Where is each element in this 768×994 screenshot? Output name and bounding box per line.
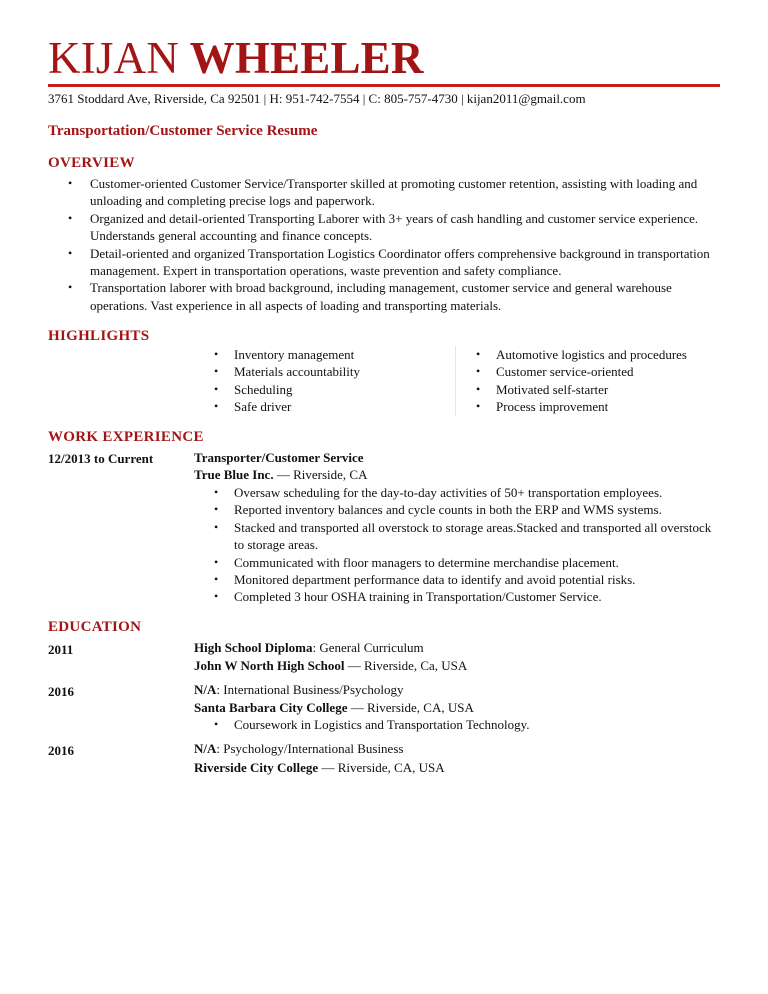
overview-text: Detail-oriented and organized Transportation Logistics Coordinator offers comprehensive background in transportation management. Expert in transportation operations, waste prevention and safety compliance. <box>90 245 710 279</box>
highlights-column-2 <box>476 346 726 416</box>
list-item <box>194 519 714 554</box>
school-name: Riverside City College <box>194 760 319 775</box>
bullet-icon: • <box>68 245 73 260</box>
list-item <box>194 588 714 605</box>
education-coursework-list <box>194 716 714 733</box>
duty-text: Monitored department performance data to identify and avoid potential risks. <box>234 572 636 588</box>
education-year: 2016 <box>48 684 74 699</box>
bullet-icon: • <box>214 519 219 534</box>
bullet-icon: • <box>476 399 481 414</box>
bullet-icon: • <box>214 502 219 517</box>
job-title-text: Transporter/Customer Service <box>194 450 364 465</box>
list-item <box>48 175 718 210</box>
duty-text: Communicated with floor managers to determine merchandise placement. <box>234 554 619 570</box>
last-name: WHEELER <box>189 33 424 83</box>
school-location: Riverside, CA, USA <box>337 760 445 775</box>
job-location: Riverside, CA <box>293 467 368 482</box>
education-school <box>194 657 467 675</box>
highlight-text: Safe driver <box>234 399 292 415</box>
education-degree: N/A: Psychology/International Business <box>194 741 404 756</box>
bullet-icon: • <box>68 280 73 295</box>
bullet-icon: • <box>214 572 219 587</box>
bullet-icon: • <box>68 210 73 225</box>
overview-list <box>48 175 718 314</box>
overview-heading: OVERVIEW <box>48 155 135 171</box>
education-school <box>194 699 474 717</box>
bullet-icon: • <box>214 399 219 414</box>
degree-field: Psychology/International Business <box>223 741 404 756</box>
list-item <box>214 381 454 398</box>
list-item <box>214 398 454 415</box>
highlight-text: Scheduling <box>234 381 293 397</box>
bullet-icon: • <box>214 485 219 499</box>
bullet-icon: • <box>476 381 481 396</box>
duty-text: Oversaw scheduling for the day-to-day activities of 50+ transportation employees. <box>234 485 663 500</box>
list-item <box>214 346 454 363</box>
bullet-icon: • <box>476 347 481 361</box>
highlight-text: Process improvement <box>496 399 609 415</box>
list-item <box>214 363 454 380</box>
list-item <box>194 571 714 588</box>
bullet-icon: • <box>214 364 219 379</box>
degree-name: N/A <box>194 741 217 756</box>
dash-separator: — <box>350 700 364 715</box>
bullet-icon: • <box>214 347 219 361</box>
highlights-divider <box>455 346 456 416</box>
duty-text: Completed 3 hour OSHA training in Transportation/Customer Service. <box>234 589 602 605</box>
list-item <box>48 245 718 280</box>
job-duties-list <box>194 484 714 606</box>
contact-line: 3761 Stoddard Ave, Riverside, Ca 92501 | H: 951-742-7554 | C: 805-757-4730 | kijan2011@gmail.com <box>48 91 586 106</box>
list-item <box>194 554 714 571</box>
degree-field: General Curriculum <box>319 640 424 655</box>
highlight-text: Customer service-oriented <box>496 364 634 380</box>
candidate-name <box>48 30 424 86</box>
list-item <box>48 279 718 314</box>
degree-field: International Business/Psychology <box>223 682 404 697</box>
school-name: John W North High School <box>194 658 345 673</box>
job-employer <box>194 466 367 484</box>
list-item <box>48 210 718 245</box>
list-item <box>476 381 726 398</box>
highlight-text: Materials accountability <box>234 364 360 380</box>
header-rule <box>48 84 720 87</box>
overview-text: Organized and detail-oriented Transporting Laborer with 3+ years of cash handling and customer service experience. Understands general accounting and finance concepts. <box>90 210 699 244</box>
highlight-text: Automotive logistics and procedures <box>496 347 687 362</box>
bullet-icon: • <box>68 176 73 190</box>
list-item <box>194 501 714 518</box>
duty-text: Stacked and transported all overstock to storage areas.Stacked and transported all overstock to storage areas. <box>234 519 712 553</box>
degree-name: N/A <box>194 682 217 697</box>
school-name: Santa Barbara City College <box>194 700 348 715</box>
list-item <box>476 398 726 415</box>
highlight-text: Inventory management <box>234 347 355 362</box>
education-degree: High School Diploma: General Curriculum <box>194 640 424 655</box>
list-item <box>476 346 726 363</box>
education-year: 2011 <box>48 642 74 657</box>
bullet-icon: • <box>214 554 219 569</box>
bullet-icon: • <box>214 381 219 396</box>
dash-separator: — <box>276 467 290 482</box>
list-item <box>194 484 714 501</box>
document-title: Transportation/Customer Service Resume <box>48 123 318 139</box>
first-name: KIJAN <box>48 33 179 83</box>
highlights-column-1 <box>214 346 454 416</box>
duty-text: Reported inventory balances and cycle counts in both the ERP and WMS systems. <box>234 502 662 518</box>
overview-text: Transportation laborer with broad background, including management, customer service and general warehouse operations. Vast experience in all aspects of loading and transporting materials. <box>90 280 672 313</box>
education-year: 2016 <box>48 743 74 758</box>
degree-name: High School Diploma <box>194 640 313 655</box>
job-title <box>194 449 364 467</box>
education-school <box>194 759 445 777</box>
coursework-text: Coursework in Logistics and Transportation Technology. <box>234 717 530 732</box>
overview-text: Customer-oriented Customer Service/Transporter skilled at promoting customer retention, assisting with loading and unloading and completing precise logs and paperwork. <box>90 176 698 209</box>
school-location: Riverside, Ca, USA <box>364 658 468 673</box>
company-name: True Blue Inc. <box>194 467 274 482</box>
bullet-icon: • <box>214 717 219 731</box>
list-item <box>194 716 714 733</box>
education-degree: N/A: International Business/Psychology <box>194 682 404 697</box>
dash-separator: — <box>347 658 361 673</box>
work-experience-heading: WORK EXPERIENCE <box>48 429 204 445</box>
bullet-icon: • <box>476 364 481 379</box>
highlights-heading: HIGHLIGHTS <box>48 328 150 344</box>
highlight-text: Motivated self-starter <box>496 381 609 397</box>
list-item <box>476 363 726 380</box>
dash-separator: — <box>321 760 335 775</box>
bullet-icon: • <box>214 589 219 604</box>
education-heading: EDUCATION <box>48 619 142 635</box>
job-dates: 12/2013 to Current <box>48 451 154 466</box>
school-location: Riverside, CA, USA <box>366 700 474 715</box>
